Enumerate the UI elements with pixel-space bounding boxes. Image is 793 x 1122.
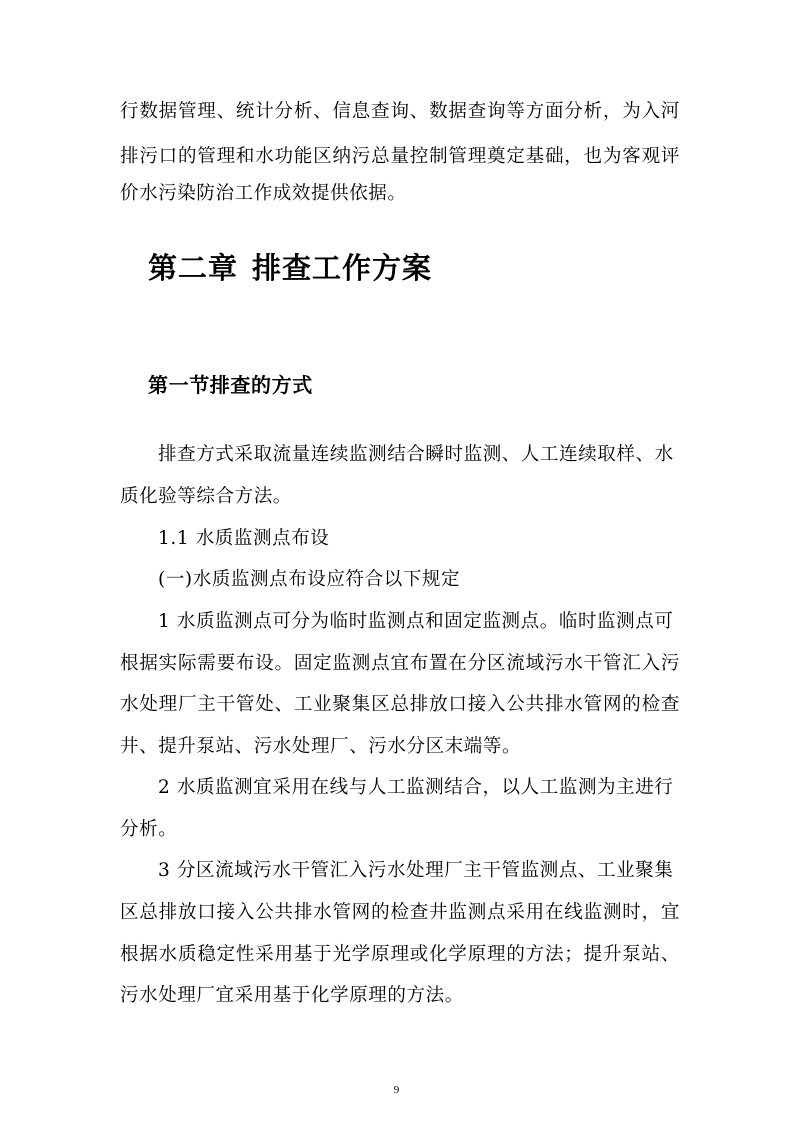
intro-line-2: 排污口的管理和水功能区纳污总量控制管理奠定基础，也为客观评: [120, 146, 680, 167]
intro-line-3: 价水污染防治工作成效提供依据。: [120, 183, 407, 204]
chapter-number: 第二章: [148, 251, 239, 285]
body-line-1: 排查方式采取流量连续监测结合瞬时监测、人工连续取样、水: [158, 444, 674, 465]
section-heading: 第一节排查的方式: [148, 373, 313, 397]
body-line-6: 根据实际需要布设。固定监测点宜布置在分区流域污水干管汇入污: [120, 653, 680, 674]
body-line-8: 井、提升泵站、污水处理厂、污水分区末端等。: [120, 736, 522, 757]
page-number: 9: [393, 1084, 400, 1096]
body-line-7: 水处理厂主干管处、工业聚集区总排放口接入公共排水管网的检查: [120, 694, 680, 715]
body-line-12: 区总排放口接入公共排水管网的检查井监测点采用在线监测时，宜: [120, 902, 680, 923]
intro-line-1: 行数据管理、统计分析、信息查询、数据查询等方面分析，为入河: [120, 101, 680, 122]
chapter-title: 排查工作方案: [252, 251, 433, 285]
body-line-9: 2 水质监测宜采用在线与人工监测结合，以人工监测为主进行: [158, 777, 674, 798]
body-line-14: 污水处理厂宜采用基于化学原理的方法。: [120, 985, 464, 1006]
body-line-3: 1.1 水质监测点布设: [158, 528, 330, 549]
body-line-11: 3 分区流域污水干管汇入污水处理厂主干管监测点、工业聚集: [158, 860, 674, 881]
body-line-4: (一)水质监测点布设应符合以下规定: [158, 569, 461, 590]
chapter-heading: [148, 250, 432, 286]
body-line-2: 质化验等综合方法。: [120, 486, 292, 507]
body-line-13: 根据水质稳定性采用基于光学原理或化学原理的方法；提升泵站、: [120, 944, 680, 965]
body-line-10: 分析。: [120, 819, 178, 840]
body-line-5: 1 水质监测点可分为临时监测点和固定监测点。临时监测点可: [158, 611, 674, 632]
